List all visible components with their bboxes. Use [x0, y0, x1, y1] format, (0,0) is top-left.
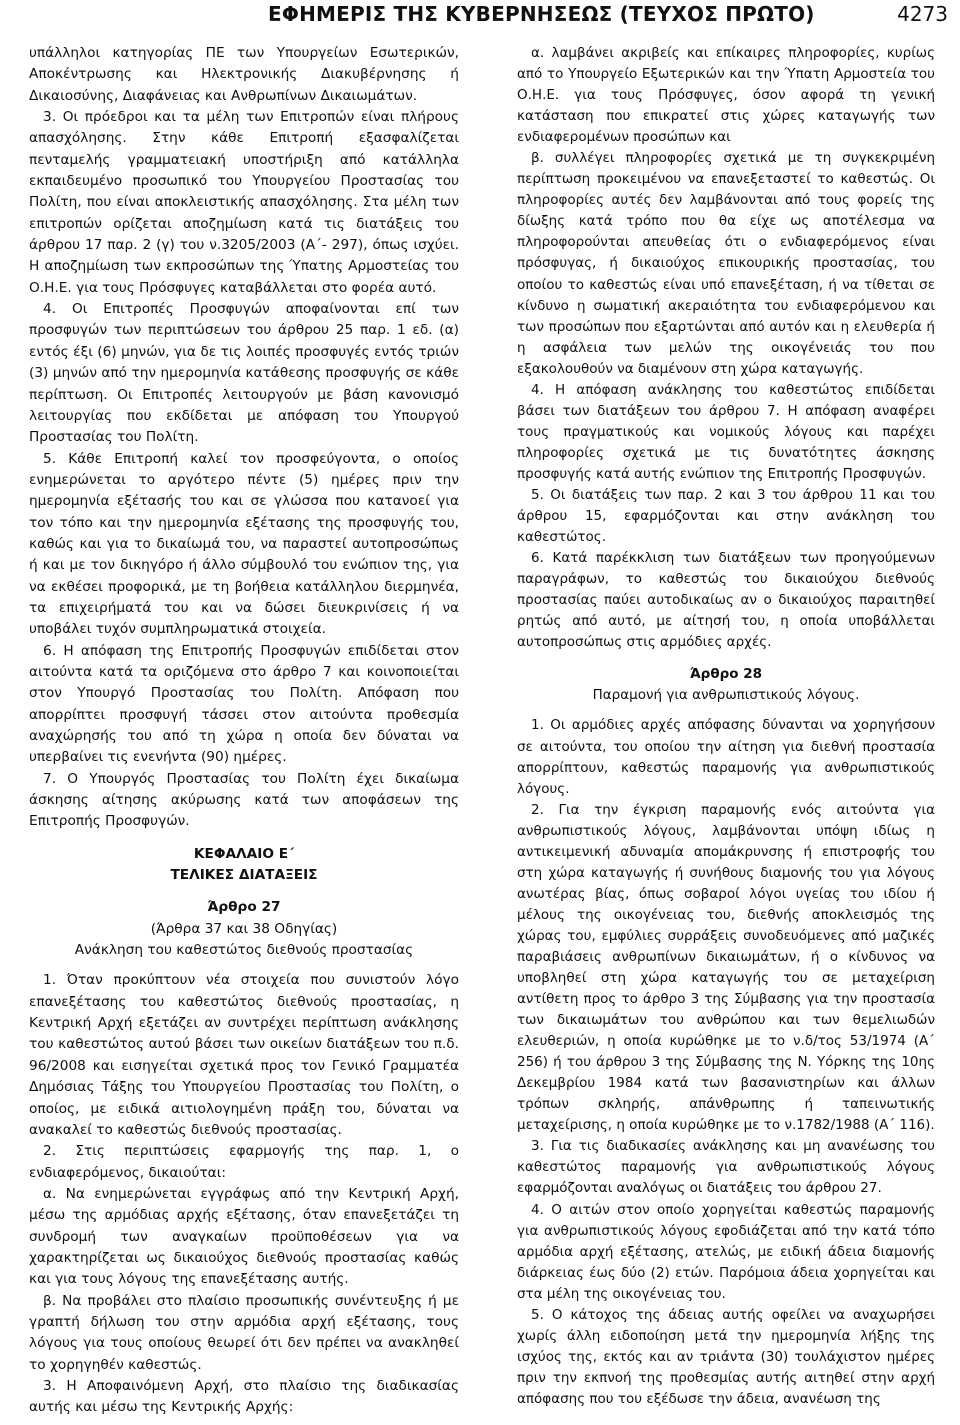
paragraph: 5. Κάθε Επιτροπή καλεί τον προσφεύγοντα, ο οποίος ενημερώνεται το αργότερο πέντε (5) ημέρες πριν την ημερομηνία εξέτασής του και σε γλώσσα που κατανοεί για τον τόπο και την ημερομηνία εξέτασης της προσφυγής του, καθώς και για το δικαίωμά του, να παραστεί αυτοπροσώπως ή και με τον δικηγόρο ή άλλο σύμβουλό του ενώπιον της, για να εκθέσει προφορικά, με τη βοήθεια κατάλληλου διερμηνέα, τα επιχειρήματά του και να δώσει διευκρινίσεις ή να υποβάλει τυχόν συμπληρωματικά στοιχεία. [29, 450, 459, 638]
paragraph: 5. Ο κάτοχος της άδειας αυτής οφείλει να αναχωρήσει χωρίς άλλη ειδοποίηση μετά την ημερομηνία λήξης της ισχύος της, εκτός και αν τριάντα (30) τουλάχιστον ημέρες πριν την εκπνοή της προθεσμίας αυτής αιτηθεί στην αρχή απόφασης που του εξέδωσε την άδεια, ανανέωση της [517, 1306, 935, 1407]
page-number: 4273 [897, 2, 948, 26]
paragraph: β. συλλέγει πληροφορίες σχετικά με τη συγκεκριμένη περίπτωση προκειμένου να επανεξεταστεί το καθεστώς. Οι πληροφορίες αυτές δεν λαμβάνονται από τους φορείς της δίωξης κατά τρόπο που θα είχε ως αποτέλεσμα να πληροφορούνται απευθείας ότι ο ενδιαφερόμενος είναι πρόσφυγας, ή δικαιούχος επικουρικής προστασίας, του οποίου το καθεστώς είναι υπό επανεξέταση, ή να τίθεται σε κίνδυνο η σωματική ακεραιότητα του ενδιαφερόμενου και των προσώπων που εξαρτώνται από αυτόν και η ελευθερία ή η ασφάλεια των μελών της οικογένειάς του που εξακολουθούν να διαμένουν στη χώρα καταγωγής. [517, 150, 935, 377]
paragraph: α. Να ενημερώνεται εγγράφως από την Κεντρική Αρχή, μέσω της αρμόδιας αρχής εξέτασης, όταν επανεξετάζει τη συνδρομή των αναγκαίων προϋποθέσεων για να χαρακτηρίζεται ως δικαιούχος διεθνούς προστασίας καθώς και για τους λόγους της επανεξέτασης αυτής. [29, 1185, 459, 1288]
article-reference: (Άρθρα 37 και 38 Οδηγίας) [150, 920, 338, 937]
paragraph: 3. Η Αποφαινόμενη Αρχή, στο πλαίσιο της διαδικασίας αυτής και μέσω της Κεντρικής Αρχής: [29, 1377, 459, 1416]
paragraph: 6. Η απόφαση της Επιτροπής Προσφυγών επιδίδεται στον αιτούντα κατά τα οριζόμενα στο άρθρο 7 και κοινοποιείται στον Υπουργό Προστασίας του Πολίτη. Απόφαση που απορρίπτει προσφυγή τάσσει στον αιτούντα προθεσμία αναχώρησής του από τη χώρα η οποία δεν δύναται να υπερβαίνει τις ενενήντα (90) ημέρες. [29, 642, 459, 766]
paragraph: 4. Η απόφαση ανάκλησης του καθεστώτος επιδίδεται βάσει των διατάξεων του άρθρου 7. Η απόφαση αναφέρει τους πραγματικούς και νομικούς λόγους και παρέχει πληροφορίες σχετικά με τις δυνατότητες άσκησης προσφυγής κατά αυτής ενώπιον της Επιτροπής Προσφυγών. [517, 381, 935, 482]
paragraph: 1. Οι αρμόδιες αρχές απόφασης δύνανται να χορηγήσουν σε αιτούντα, του οποίου την αίτηση για διεθνή προστασία απορρίπτουν, καθεστώς παραμονής για ανθρωπιστικούς λόγους. [517, 717, 935, 797]
gazette-title: ΕΦΗΜΕΡΙΣ ΤΗΣ ΚΥΒΕΡΝΗΣΕΩΣ (ΤΕΥΧΟΣ ΠΡΩΤΟ) [268, 2, 815, 26]
page-header [0, 0, 960, 32]
paragraph: 6. Κατά παρέκκλιση των διατάξεων των προηγούμενων παραγράφων, το καθεστώς του δικαιούχου διεθνούς προστασίας παύει αυτοδικαίως αν ο δικαιούχος παραιτηθεί ρητώς από αυτό, με αίτησή του, η οποία υποβάλλεται αυτοπροσώπως στις αρμόδιες αρχές. [517, 550, 935, 651]
article-title: Άρθρο 28 [689, 666, 763, 683]
paragraph: 3. Οι πρόεδροι και τα μέλη των Επιτροπών είναι πλήρους απασχόλησης. Στην κάθε Επιτροπή εξασφαλίζεται πενταμελής γραμματειακή υποστήριξη από κατάλληλα εκπαιδευμένο προσωπικό του Υπουργείου Προστασίας του Πολίτη, που είναι αποκλειστικής απασχόλησης. Στα μέλη των επιτροπών ορίζεται αποζημίωση κατά τις διατάξεις του άρθρου 17 παρ. 2 (γ) του ν.3205/2003 (Α΄- 297), όπως ισχύει. Η αποζημίωση των εκπροσώπων της Ύπατης Αρμοστείας του Ο.Η.Ε. για τους Πρόσφυγες καταβάλλεται στο φορέα αυτό. [29, 109, 459, 296]
chapter-title: ΤΕΛΙΚΕΣ ΔΙΑΤΑΞΕΙΣ [170, 867, 318, 884]
paragraph: υπάλληλοι κατηγορίας ΠΕ των Υπουργείων Εσωτερικών, Αποκέντρωσης και Ηλεκτρονικής Διακυβέρνησης ή Δικαιοσύνης, Διαφάνειας και Ανθρωπίνων Δικαιωμάτων. [29, 45, 459, 104]
paragraph: 4. Ο αιτών στον οποίο χορηγείται καθεστώς παραμονής για ανθρωπιστικούς λόγους εφοδιάζεται από την κατά τόπο αρμόδια αρχή εξέτασης, ατελώς, με ειδική άδεια διαμονής διάρκειας έως δύο (2) ετών. Παρόμοια άδεια χορηγείται και στα μέλη της οικογένειας του. [517, 1201, 935, 1302]
paragraph: 3. Για τις διαδικασίες ανάκλησης και μη ανανέωσης του καθεστώτος παραμονής για ανθρωπιστικούς λόγους εφαρμόζονται αναλόγως οι διατάξεις του άρθρου 27. [517, 1138, 935, 1197]
paragraph: 2. Στις περιπτώσεις εφαρμογής της παρ. 1, ο ενδιαφερόμενος, δικαιούται: [29, 1143, 459, 1181]
left-column [29, 43, 459, 1419]
paragraph: 2. Για την έγκριση παραμονής ενός αιτούντα για ανθρωπιστικούς λόγους, λαμβάνονται υπόψη ιδίως η αντικειμενική αδυναμία απομάκρυνσης ή επιστροφής του στη χώρα καταγωγής ή συνήθους διαμονής του για λόγους ανωτέρας βίας, όπως σοβαροί λόγοι υγείας του ιδίου ή μέλους της οικογένειας του, διεθνής αποκλεισμός της χώρας του, εμφύλιες συρράξεις συνοδευόμενες από μαζικές παραβιάσεις ανθρωπίνων δικαιωμάτων, ή ο κίνδυνος να υποβληθεί στη χώρα καταγωγής του σε μεταχείριση αντίθετη προς το άρθρο 3 της Σύμβασης για την προστασία των δικαιωμάτων του ανθρώπου και των θεμελιωδών ελευθεριών, η οποία κυρώθηκε με το ν.δ/τος 53/1974 (Α΄ 256) ή του άρθρου 3 της Σύμβασης της Ν. Υόρκης της 10ης Δεκεμβρίου 1984 κατά των βασανιστηρίων και άλλων τρόπων σκληρής, απάνθρωπης ή ταπεινωτικής μεταχείρισης, η οποία κυρώθηκε με το ν.1782/1988 (Α΄ 116). [517, 801, 935, 1134]
article-subtitle: Ανάκληση του καθεστώτος διεθνούς προστασίας [74, 942, 414, 959]
paragraph: 4. Οι Επιτροπές Προσφυγών αποφαίνονται επί των προσφυγών των περιπτώσεων του άρθρου 25 παρ. 1 εδ. (α) εντός έξι (6) μηνών, για δε τις λοιπές προσφυγές εντός τριών (3) μηνών από την ημερομηνία κατάθεσης προσφυγής σε κάθε περίπτωση. Οι Επιτροπές λειτουργούν με βάση κανονισμό λειτουργίας που εκδίδεται με απόφαση του Υπουργού Προστασίας του Πολίτη. [29, 301, 459, 446]
chapter-number: ΚΕΦΑΛΑΙΟ Ε΄ [193, 845, 295, 862]
paragraph: 7. Ο Υπουργός Προστασίας του Πολίτη έχει δικαίωμα άσκησης αίτησης ακύρωσης κατά των αποφάσεων της Επιτροπής Προσφυγών. [29, 770, 459, 830]
paragraph: 5. Οι διατάξεις των παρ. 2 και 3 του άρθρου 11 και του άρθρου 15, εφαρμόζονται και στην ανάκληση του καθεστώτος. [517, 486, 935, 546]
paragraph: β. Να προβάλει στο πλαίσιο προσωπικής συνέντευξης ή με γραπτή δήλωση του στην αρμόδια αρχή εξέτασης, τους λόγους για τους οποίους θεωρεί ότι δεν πρέπει να ανακληθεί το χορηγηθέν καθεστώς. [29, 1292, 459, 1373]
article-title: Άρθρο 27 [207, 899, 281, 916]
paragraph: 1. Όταν προκύπτουν νέα στοιχεία που συνιστούν λόγο επανεξέτασης του καθεστώτος διεθνούς προστασίας, η Κεντρική Αρχή εξετάζει αν συντρέχει περίπτωση ανάκλησης του καθεστώτος αυτού βάσει των οικείων διατάξεων του π.δ. 96/2008 και εισηγείται σχετικά προς τον Γενικό Γραμματέα Δημόσιας Τάξης του Υπουργείου Προστασίας του Πολίτη, ο οποίος, με ειδικά αιτιολογημένη πράξη του, δύναται να ανακαλεί το καθεστώς διεθνούς προστασίας. [29, 972, 459, 1138]
paragraph: α. λαμβάνει ακριβείς και επίκαιρες πληροφορίες, κυρίως από το Υπουργείο Εξωτερικών και την Ύπατη Αρμοστεία του Ο.Η.Ε. για τους Πρόσφυγες, όσον αφορά τη γενική κατάσταση που επικρατεί στις χώρες καταγωγής των ενδιαφερομένων προσώπων και [517, 45, 935, 146]
right-column [517, 43, 935, 1410]
article-subtitle: Παραμονή για ανθρωπιστικούς λόγους. [592, 687, 860, 704]
